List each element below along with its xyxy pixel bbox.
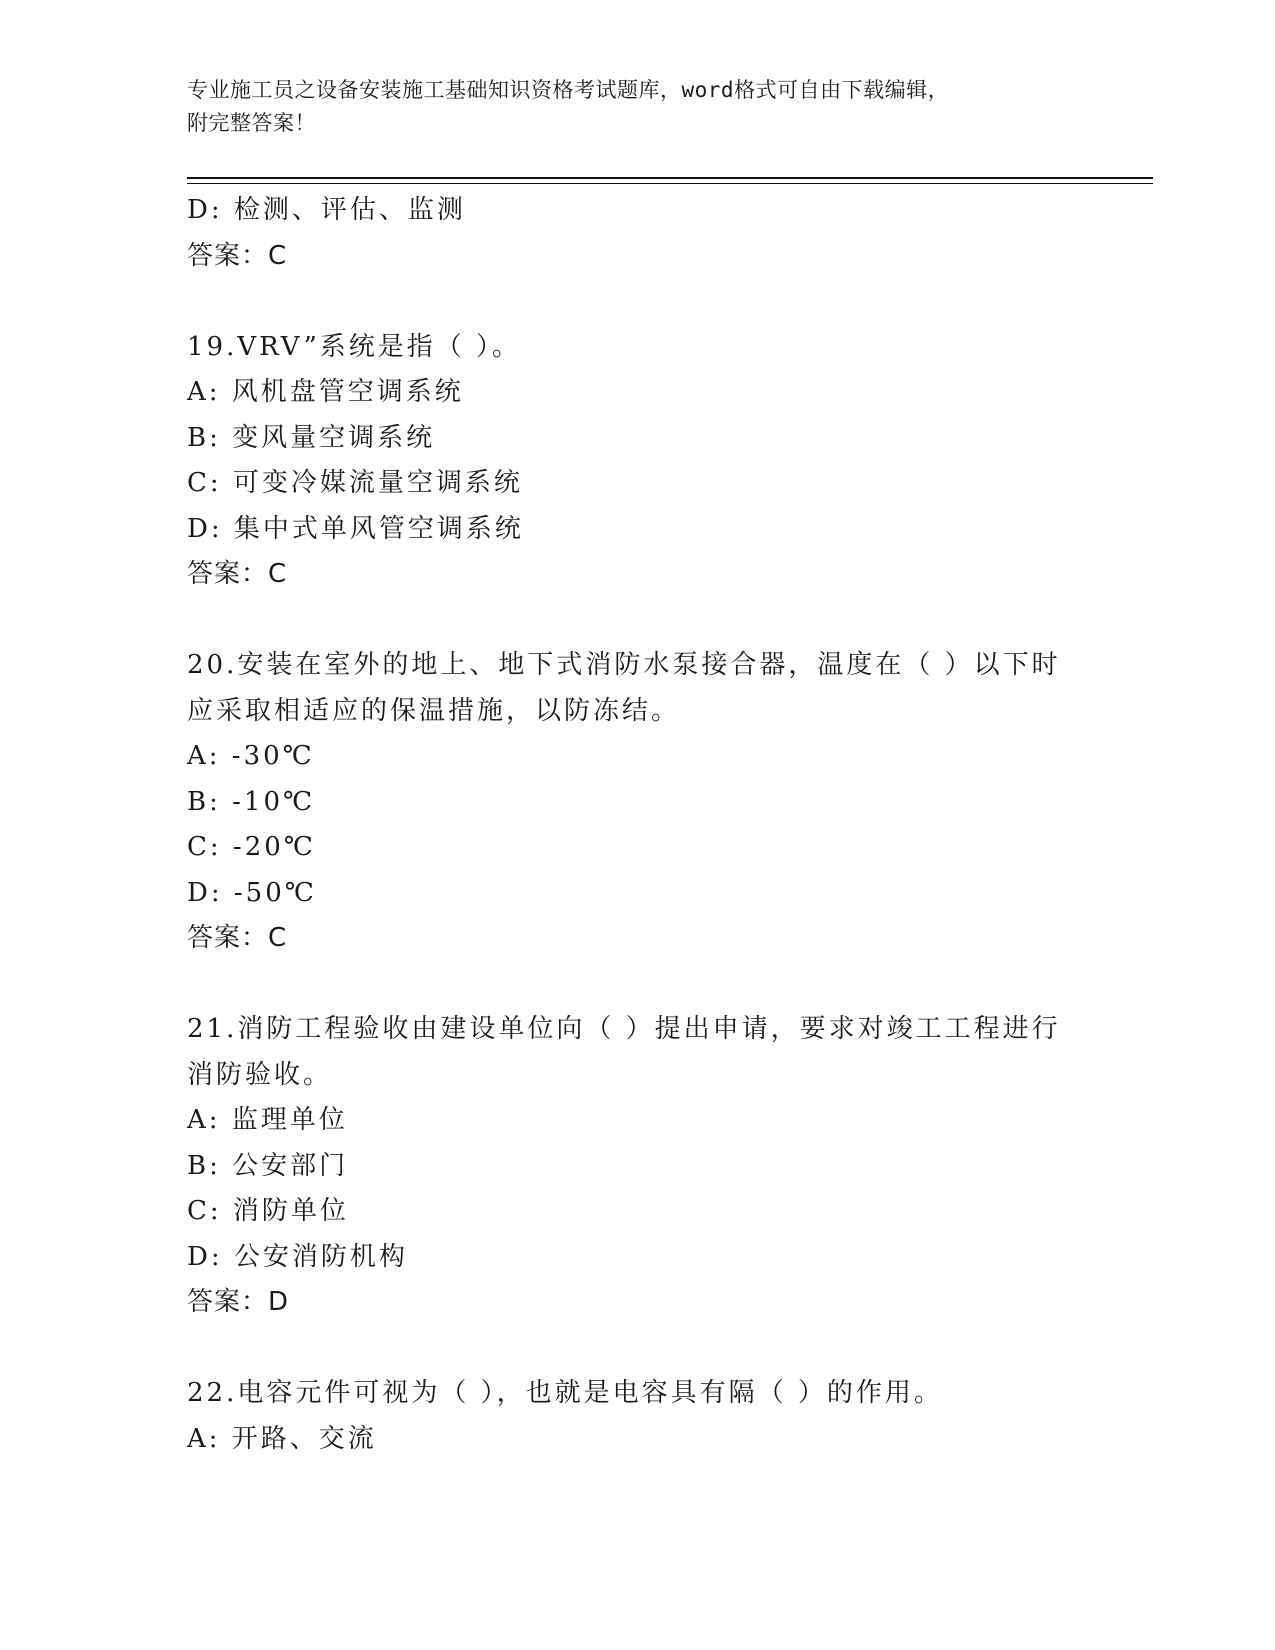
- option-d: D: 检测、评估、监测: [187, 195, 466, 225]
- spacer: [187, 598, 1087, 644]
- question-list: [187, 188, 1087, 1462]
- option-c: C: 消防单位: [187, 1196, 349, 1226]
- option-c: C: -20℃: [187, 832, 316, 862]
- header-divider-thin: [187, 183, 1153, 184]
- option-b: B: 变风量空调系统: [187, 422, 436, 453]
- option-d: D: 集中式单风管空调系统: [187, 513, 524, 544]
- option-a: A: 风机盘管空调系统: [187, 377, 464, 407]
- question-21: [187, 1007, 1087, 1326]
- option-a: A: 开路、交流: [187, 1423, 377, 1454]
- spacer: [187, 279, 1087, 325]
- option-a: A: 监理单位: [187, 1105, 348, 1135]
- option-d: D: 公安消防机构: [187, 1241, 408, 1272]
- option-d: D: -50℃: [187, 877, 317, 908]
- option-b: B: -10℃: [187, 786, 316, 817]
- answer: 答案：C: [187, 559, 288, 589]
- question-stem-line-2: 消防验收。: [187, 1059, 333, 1090]
- header-title-line-2: 附完整答案！: [187, 111, 316, 135]
- document-header: [187, 74, 1067, 140]
- question-stem-line-1: 21.消防工程验收由建设单位向（ ）提出申请，要求对竣工工程进行: [187, 1014, 1061, 1044]
- spacer: [187, 962, 1087, 1008]
- header-divider-thick: [187, 177, 1153, 179]
- question-19: [187, 325, 1087, 598]
- question-stem: 22.电容元件可视为（ ），也就是电容具有隔（ ）的作用。: [187, 1378, 943, 1408]
- answer: 答案：C: [187, 240, 288, 271]
- header-title-line-1: 专业施工员之设备安装施工基础知识资格考试题库，word格式可自由下载编辑，: [187, 78, 950, 102]
- answer: 答案：C: [187, 923, 288, 953]
- answer: 答案：D: [187, 1287, 290, 1317]
- spacer: [187, 1326, 1087, 1372]
- option-b: B: 公安部门: [187, 1150, 349, 1181]
- option-c: C: 可变冷媒流量空调系统: [187, 468, 523, 498]
- option-a: A: -30℃: [187, 741, 315, 771]
- question-stem-line-1: 20.安装在室外的地上、地下式消防水泵接合器，温度在（ ）以下时: [187, 650, 1061, 680]
- question-stem-line-2: 应采取相适应的保温措施，以防冻结。: [187, 695, 681, 726]
- question-20: [187, 643, 1087, 962]
- question-stem: 19.VRV”系统是指（ ）。: [187, 331, 522, 362]
- question-22: [187, 1371, 1087, 1462]
